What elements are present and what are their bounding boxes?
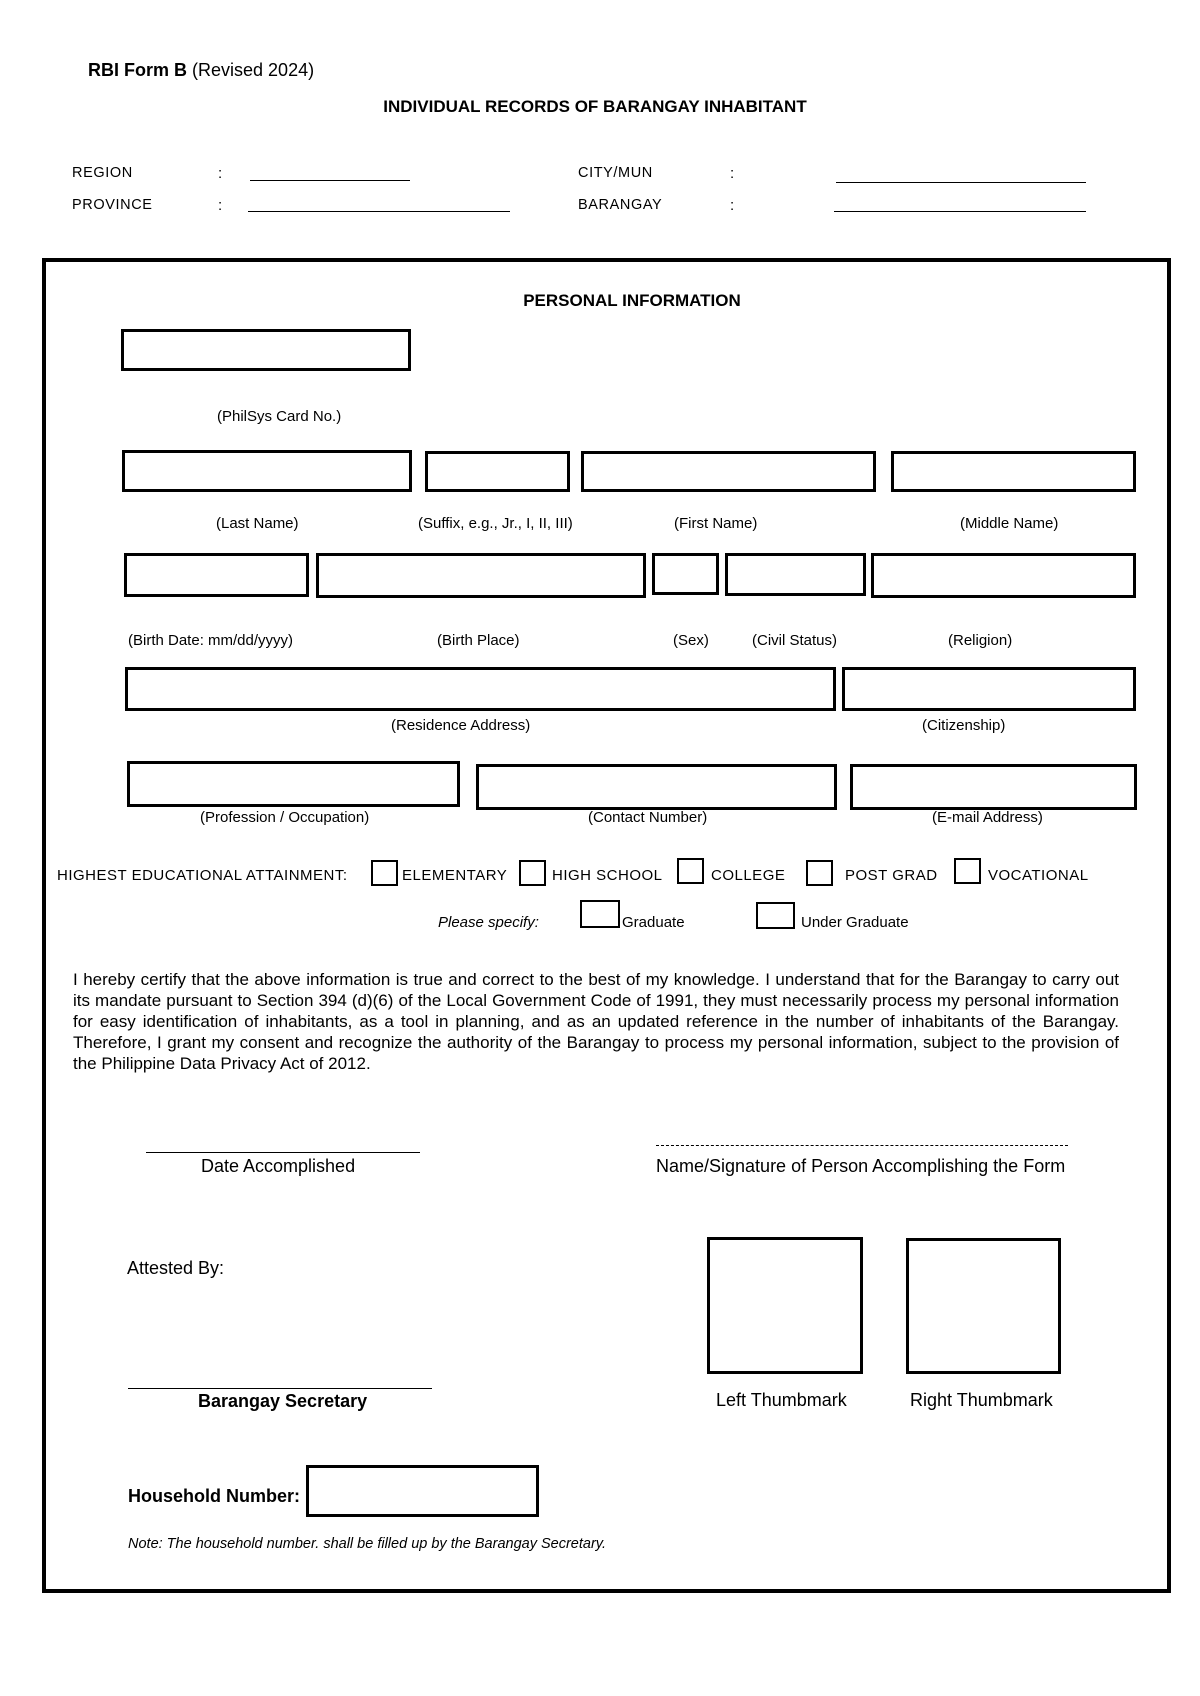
region-line[interactable] [250,180,410,181]
elementary-label: ELEMENTARY [402,867,508,884]
birth-date-box[interactable] [124,553,309,597]
city-mun-colon: : [730,165,735,182]
profession-box[interactable] [127,761,460,807]
name-signature-label: Name/Signature of Person Accomplishing the Form [656,1156,1066,1176]
last-name-box[interactable] [122,450,412,492]
college-checkbox[interactable] [677,858,704,884]
middle-name-label: (Middle Name) [960,515,1059,532]
city-mun-label: CITY/MUN [578,165,653,181]
civil-status-label: (Civil Status) [752,632,838,649]
email-label: (E-mail Address) [932,809,1043,826]
form-revision: (Revised 2024) [192,60,315,80]
province-label: PROVINCE [72,197,153,213]
first-name-box[interactable] [581,451,876,492]
profession-label: (Profession / Occupation) [200,809,370,826]
graduate-checkbox[interactable] [580,900,620,928]
college-label: COLLEGE [711,867,786,884]
certification-text: I hereby certify that the above information is true and correct to the best of my knowledge. I understand that for the Barangay to carry out its mandate pursuant to Section 394 (d)(6) of the Local Government Code of 1991, they must necessarily process my personal information for easy identification of inhabitants, as a tool in planning, and as an updated reference in the number of inhabitants of the Barangay. Therefore, I grant my consent and recognize the authority of the Barangay to process my personal information, subject to the provision of the Philippine Data Privacy Act of 2012. [73,970,1119,1073]
birth-place-label: (Birth Place) [437,632,520,649]
contact-label: (Contact Number) [588,809,708,826]
province-line[interactable] [248,211,510,212]
citizenship-box[interactable] [842,667,1136,711]
birth-date-label: (Birth Date: mm/dd/yyyy) [128,632,294,649]
household-number-label: Household Number: [128,1486,301,1506]
philsys-label: (PhilSys Card No.) [217,408,342,425]
post-grad-checkbox[interactable] [806,860,833,886]
birth-place-box[interactable] [316,553,646,598]
right-thumbmark-box[interactable] [906,1238,1061,1374]
right-thumbmark-label: Right Thumbmark [910,1390,1053,1410]
vocational-checkbox[interactable] [954,858,981,884]
email-box[interactable] [850,764,1137,810]
education-label: HIGHEST EDUCATIONAL ATTAINMENT: [57,867,348,884]
contact-box[interactable] [476,764,837,810]
high-school-label: HIGH SCHOOL [552,867,663,884]
barangay-label: BARANGAY [578,197,663,213]
residence-label: (Residence Address) [391,717,531,734]
left-thumbmark-label: Left Thumbmark [716,1390,847,1410]
religion-label: (Religion) [948,632,1013,649]
elementary-checkbox[interactable] [371,860,398,886]
residence-box[interactable] [125,667,836,711]
secretary-line[interactable] [128,1388,432,1389]
form-code-line [88,60,314,81]
citizenship-label: (Citizenship) [922,717,1006,734]
civil-status-box[interactable] [725,553,866,596]
high-school-checkbox[interactable] [519,860,546,886]
under-graduate-checkbox[interactable] [756,902,795,929]
name-signature-line[interactable] [656,1145,1068,1146]
philsys-box[interactable] [121,329,411,371]
left-thumbmark-box[interactable] [707,1237,863,1374]
region-colon: : [218,165,223,182]
post-grad-label: POST GRAD [845,867,938,884]
household-note: Note: The household number. shall be filled up by the Barangay Secretary. [128,1536,606,1552]
sex-label: (Sex) [673,632,709,649]
graduate-label: Graduate [622,914,685,931]
personal-info-title: PERSONAL INFORMATION [523,291,741,310]
sex-box[interactable] [652,553,719,595]
barangay-colon: : [730,197,735,214]
date-accomplished-label: Date Accomplished [201,1156,356,1176]
suffix-box[interactable] [425,451,570,492]
barangay-line[interactable] [834,211,1086,212]
province-colon: : [218,197,223,214]
last-name-label: (Last Name) [216,515,299,532]
first-name-label: (First Name) [674,515,758,532]
under-graduate-label: Under Graduate [801,914,909,931]
form-code: RBI Form B [88,60,187,80]
city-mun-line[interactable] [836,182,1086,183]
vocational-label: VOCATIONAL [988,867,1089,884]
date-accomplished-line[interactable] [146,1152,420,1153]
religion-box[interactable] [871,553,1136,598]
middle-name-box[interactable] [891,451,1136,492]
form-title: INDIVIDUAL RECORDS OF BARANGAY INHABITANT [383,97,807,116]
attested-by-label: Attested By: [127,1258,225,1278]
please-specify-label: Please specify: [438,914,539,931]
secretary-label: Barangay Secretary [198,1391,368,1411]
suffix-label: (Suffix, e.g., Jr., I, II, III) [418,515,573,532]
region-label: REGION [72,165,133,181]
household-number-box[interactable] [306,1465,539,1517]
